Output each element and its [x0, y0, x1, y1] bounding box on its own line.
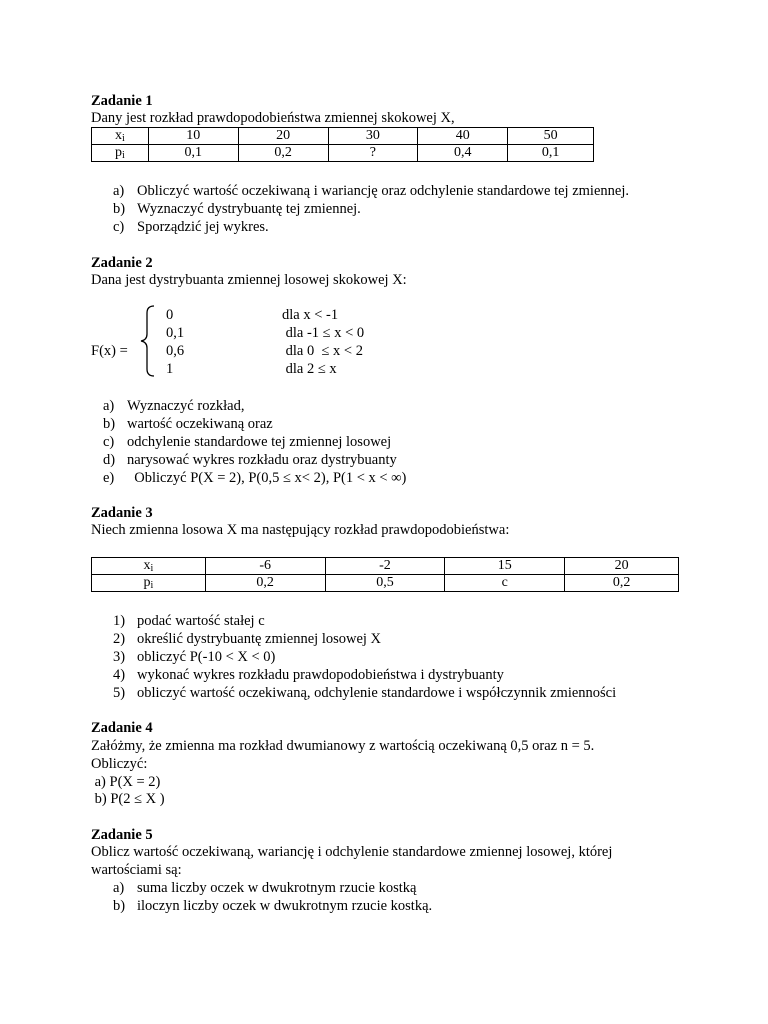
case-condition: dla 2 ≤ x	[282, 361, 337, 377]
z4-line: Załóżmy, że zmienna ma rozkład dwumianowy z wartością oczekiwaną 0,5 oraz n = 5.	[91, 738, 595, 754]
table-cell: 10	[148, 128, 238, 145]
list-item: b) iloczyn liczby oczek w dwukrotnym rzucie kostką.	[113, 898, 433, 914]
list-item: 3) obliczyć P(-10 < X < 0)	[113, 649, 276, 665]
z5-line: Oblicz wartość oczekiwaną, wariancję i odchylenie standardowe zmiennej losowej, której	[91, 844, 613, 860]
z4-line: Obliczyć:	[91, 756, 148, 772]
list-item: a) Wyznaczyć rozkład,	[103, 398, 245, 414]
list-item: 2) określić dystrybuantę zmiennej losowej X	[113, 631, 382, 647]
case-value: 0	[166, 307, 174, 323]
z5-title: Zadanie 5	[91, 827, 153, 843]
z1-distribution-table	[91, 127, 594, 162]
list-item: e) Obliczyć P(X = 2), P(0,5 ≤ x< 2), P(1 < x < ∞)	[103, 470, 407, 486]
table-cell: 0,4	[418, 145, 508, 162]
table-cell: 50	[508, 128, 594, 145]
case-condition: dla x < -1	[282, 307, 339, 323]
list-item: 4) wykonać wykres rozkładu prawdopodobieństwa i dystrybuanty	[113, 667, 504, 683]
z2-intro: Dana jest dystrybuanta zmiennej losowej skokowej X:	[91, 272, 407, 288]
table-header-cell: $p_i$	[92, 575, 206, 592]
z1-title: Zadanie 1	[91, 93, 153, 109]
case-condition: dla 0 ≤ x < 2	[282, 343, 363, 359]
table-cell: c	[445, 575, 565, 592]
table-cell: -2	[325, 558, 445, 575]
list-item: c) odchylenie standardowe tej zmiennej losowej	[103, 434, 392, 450]
fx-label: F(x) =	[91, 343, 128, 359]
table-row	[92, 145, 594, 162]
z4-line: a) P(X = 2)	[91, 774, 161, 790]
list-item: a) suma liczby oczek w dwukrotnym rzucie kostką	[113, 880, 417, 896]
list-item: d) narysować wykres rozkładu oraz dystrybuanty	[103, 452, 397, 468]
z3-intro: Niech zmienna losowa X ma następujący rozkład prawdopodobieństwa:	[91, 522, 510, 538]
case-value: 0,1	[166, 325, 185, 341]
table-row	[92, 128, 594, 145]
list-item: c) Sporządzić jej wykres.	[113, 219, 269, 235]
table-cell: 0,1	[508, 145, 594, 162]
table-cell: 30	[328, 128, 418, 145]
case-value: 0,6	[166, 343, 185, 359]
z3-task-list	[113, 612, 616, 702]
z1-intro: Dany jest rozkład prawdopodobieństwa zmiennej skokowej X,	[91, 110, 455, 126]
table-cell: 0,1	[148, 145, 238, 162]
table-header-cell: $x_i$	[92, 558, 206, 575]
table-cell: -6	[205, 558, 325, 575]
list-item: a) Obliczyć wartość oczekiwaną i wariancję oraz odchylenie standardowe tej zmiennej.	[113, 183, 629, 199]
case-condition: dla -1 ≤ x < 0	[282, 325, 365, 341]
list-item: b) Wyznaczyć dystrybuantę tej zmiennej.	[113, 201, 361, 217]
table-cell: 20	[238, 128, 328, 145]
table-cell: 0,2	[238, 145, 328, 162]
z4-line: b) P(2 ≤ X )	[91, 791, 165, 807]
table-cell: 15	[445, 558, 565, 575]
z3-title: Zadanie 3	[91, 505, 153, 521]
table-cell: 0,2	[565, 575, 679, 592]
list-item: b) wartość oczekiwaną oraz	[103, 416, 273, 432]
list-item: 1) podać wartość stałej c	[113, 613, 265, 629]
z4-title: Zadanie 4	[91, 720, 153, 736]
table-header-cell: $x_i$	[92, 128, 149, 145]
z5-line: wartościami są:	[91, 862, 182, 878]
table-cell: ?	[328, 145, 418, 162]
z1-task-list	[113, 182, 629, 236]
table-header-cell: $p_i$	[92, 145, 149, 162]
table-cell: 0,2	[205, 575, 325, 592]
table-cell: 20	[565, 558, 679, 575]
table-row	[92, 575, 679, 592]
curly-brace-icon	[139, 304, 159, 378]
z2-title: Zadanie 2	[91, 255, 153, 271]
table-row	[92, 558, 679, 575]
table-cell: 40	[418, 128, 508, 145]
z3-distribution-table	[91, 557, 679, 592]
z5-task-list	[113, 879, 432, 915]
list-item: 5) obliczyć wartość oczekiwaną, odchylenie standardowe i współczynnik zmienności	[113, 685, 617, 701]
table-cell: 0,5	[325, 575, 445, 592]
z2-task-list	[103, 397, 406, 487]
case-value: 1	[166, 361, 174, 377]
